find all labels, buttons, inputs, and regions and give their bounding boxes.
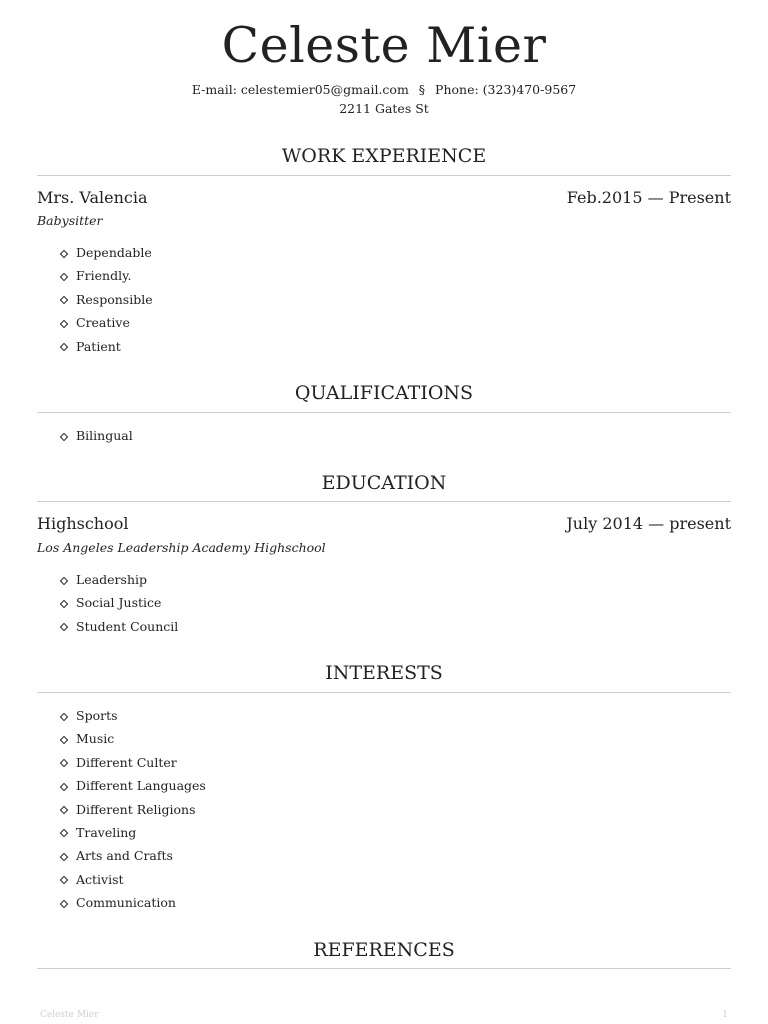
list-item: Creative [60, 311, 153, 334]
contact-separator: § [418, 82, 426, 97]
list-item: Different Religions [60, 798, 206, 821]
section-divider [37, 175, 731, 176]
list-item: Responsible [60, 288, 153, 311]
footer-page-number: 1 [722, 1010, 728, 1020]
section-divider [37, 692, 731, 693]
section-divider [37, 412, 731, 413]
work-role: Babysitter [37, 213, 103, 228]
education-dates: July 2014 — present [566, 514, 731, 533]
address-text: 2211 Gates St [339, 101, 429, 116]
list-item: Traveling [60, 821, 206, 844]
list-item: Different Culter [60, 751, 206, 774]
education-institution: Los Angeles Leadership Academy Highschool [37, 540, 326, 555]
work-employer: Mrs. Valencia [37, 188, 148, 207]
contact-line [0, 81, 768, 99]
list-item: Dependable [60, 241, 153, 264]
list-item: Different Languages [60, 774, 206, 797]
email-text: E-mail: celestemier05@gmail.com [191, 82, 409, 97]
section-title-qualifications: QUALIFICATIONS [294, 382, 474, 404]
list-item: Patient [60, 335, 153, 358]
section-title-work-experience: WORK EXPERIENCE [281, 145, 487, 167]
list-item: Student Council [60, 615, 178, 638]
interests-bullet-list [60, 704, 206, 915]
education-bullet-list [60, 568, 178, 638]
education-school: Highschool [37, 514, 129, 533]
list-item: Sports [60, 704, 206, 727]
section-title-education: EDUCATION [321, 472, 447, 494]
section-divider [37, 501, 731, 502]
list-item: Friendly. [60, 264, 153, 287]
list-item: Communication [60, 891, 206, 914]
resume-name: Celeste Mier [221, 17, 547, 74]
section-title-references: REFERENCES [313, 939, 455, 961]
list-item: Bilingual [60, 424, 133, 447]
work-bullet-list [60, 241, 153, 358]
list-item: Arts and Crafts [60, 844, 206, 867]
list-item: Leadership [60, 568, 178, 591]
section-title-interests: INTERESTS [325, 662, 443, 684]
section-divider [37, 968, 731, 969]
list-item: Music [60, 727, 206, 750]
footer-name: Celeste Mier [40, 1010, 99, 1020]
list-item: Activist [60, 868, 206, 891]
list-item: Social Justice [60, 591, 178, 614]
phone-text: Phone: (323)470-9567 [435, 82, 577, 97]
qualifications-bullet-list [60, 424, 133, 447]
work-dates: Feb.2015 — Present [566, 188, 731, 207]
